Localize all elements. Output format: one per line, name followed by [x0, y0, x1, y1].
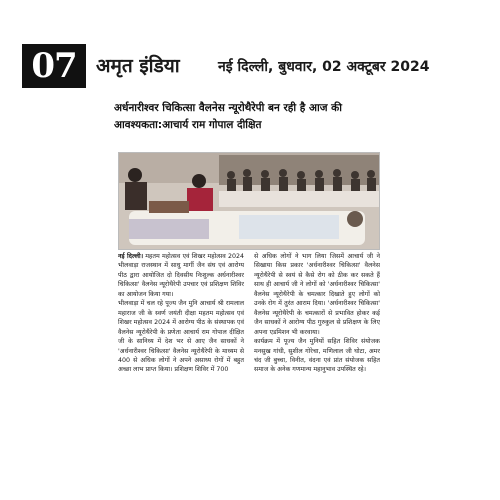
paragraph: भीलवाड़ा में चल रहे पूज्य जैन मुनि आचार्य श्री रामलाल महाराज जी के स्वर्ण जयंती दीक्षा महतम महोत्सव एवं शिखर महोत्सव 2024 में आरोग्य पीठ के संस्थापक एवं वैलनेस न्यूरोथैरेपी के प्रणेता आचार्य राम गोपाल दीक्षित जी के सानिध्य में देश भर से आए जैन साधकों ने 'अर्धनारीश्वर चिकित्सा' वैलनेस न्यूरोथैरेपी के माध्यम से 400 से अधिक लोगों ने अपने असाध्य रोगों में बहुत अच्छा लाभ प्राप्त किया। प्रशिक्षण शिविर में 700: [118, 300, 244, 374]
page-number: 07: [22, 44, 86, 88]
article-header: [114, 100, 386, 134]
dateline: नई दिल्ली, बुधवार, 02 अक्टूबर 2024: [218, 59, 430, 75]
news-photo: [118, 152, 380, 250]
headline: अर्धनारीश्वर चिकित्सा वैलनेस न्यूरोथैरेपी बन रही है आज की आवश्यकता:आचार्य राम गोपाल दीक्षित: [114, 102, 342, 131]
article-body: [118, 252, 380, 497]
lead-place: नई दिल्ली।: [118, 253, 144, 260]
column-2: [254, 252, 380, 497]
paragraph: कार्यक्रम में पूज्य जैन मुनियों सहित शिविर संयोजक मनसुख गांधी, सुशील गोरेचा, मणिलाल जी घोटा, अमर चंद जी बुच्चा, विनीत, वंदना एवं प्रांत संयोजक सहित समाज के अनेक गणमान्य महानुभाव उपस्थित रहे।: [254, 338, 380, 374]
column-1: [118, 252, 244, 497]
paragraph: से अधिक लोगों ने भाग लिया जिसमें आचार्य जी ने सिखाया किस प्रकार 'अर्धनारीश्वर चिकित्सा' वैलनेस न्यूरोथैरेपी से स्वयं से कैसे रोग को ठीक कर सकते हैं साथ ही आचार्य जी ने लोगों को 'अर्धनारीश्वर चिकित्सा' वैलनेस न्यूरोथैरेपी के चमत्कार दिखाते हुए लोगों को उनके रोग में तुरंत आराम दिया। 'अर्धनारीश्वर चिकित्सा' वैलनेस न्यूरोथैरेपी के चमत्कारों से प्रभावित होकर कई जैन साधकों ने आरोग्य पीठ गुरुकुल से प्रशिक्षण के लिए अपना एडमिशन भी करवाया।: [254, 253, 380, 336]
paragraph: [118, 252, 244, 299]
paragraph-text: महतम महोत्सव एवं शिखर महोत्सव 2024 भीलवाड़ा राजस्थान में साधु मार्गी जैन संघ एवं आरोग्य पीठ द्वारा आयोजित दो दिवसीय निःशुल्क अर्धनारीश्वर चिकित्सा' वैलनेस न्यूरोथैरेपी उपचार एवं प्रशिक्षण शिविर का आयोजन किया गया।: [118, 253, 245, 298]
masthead: [22, 44, 482, 88]
paper-name: अमृत इंडिया: [96, 55, 180, 77]
